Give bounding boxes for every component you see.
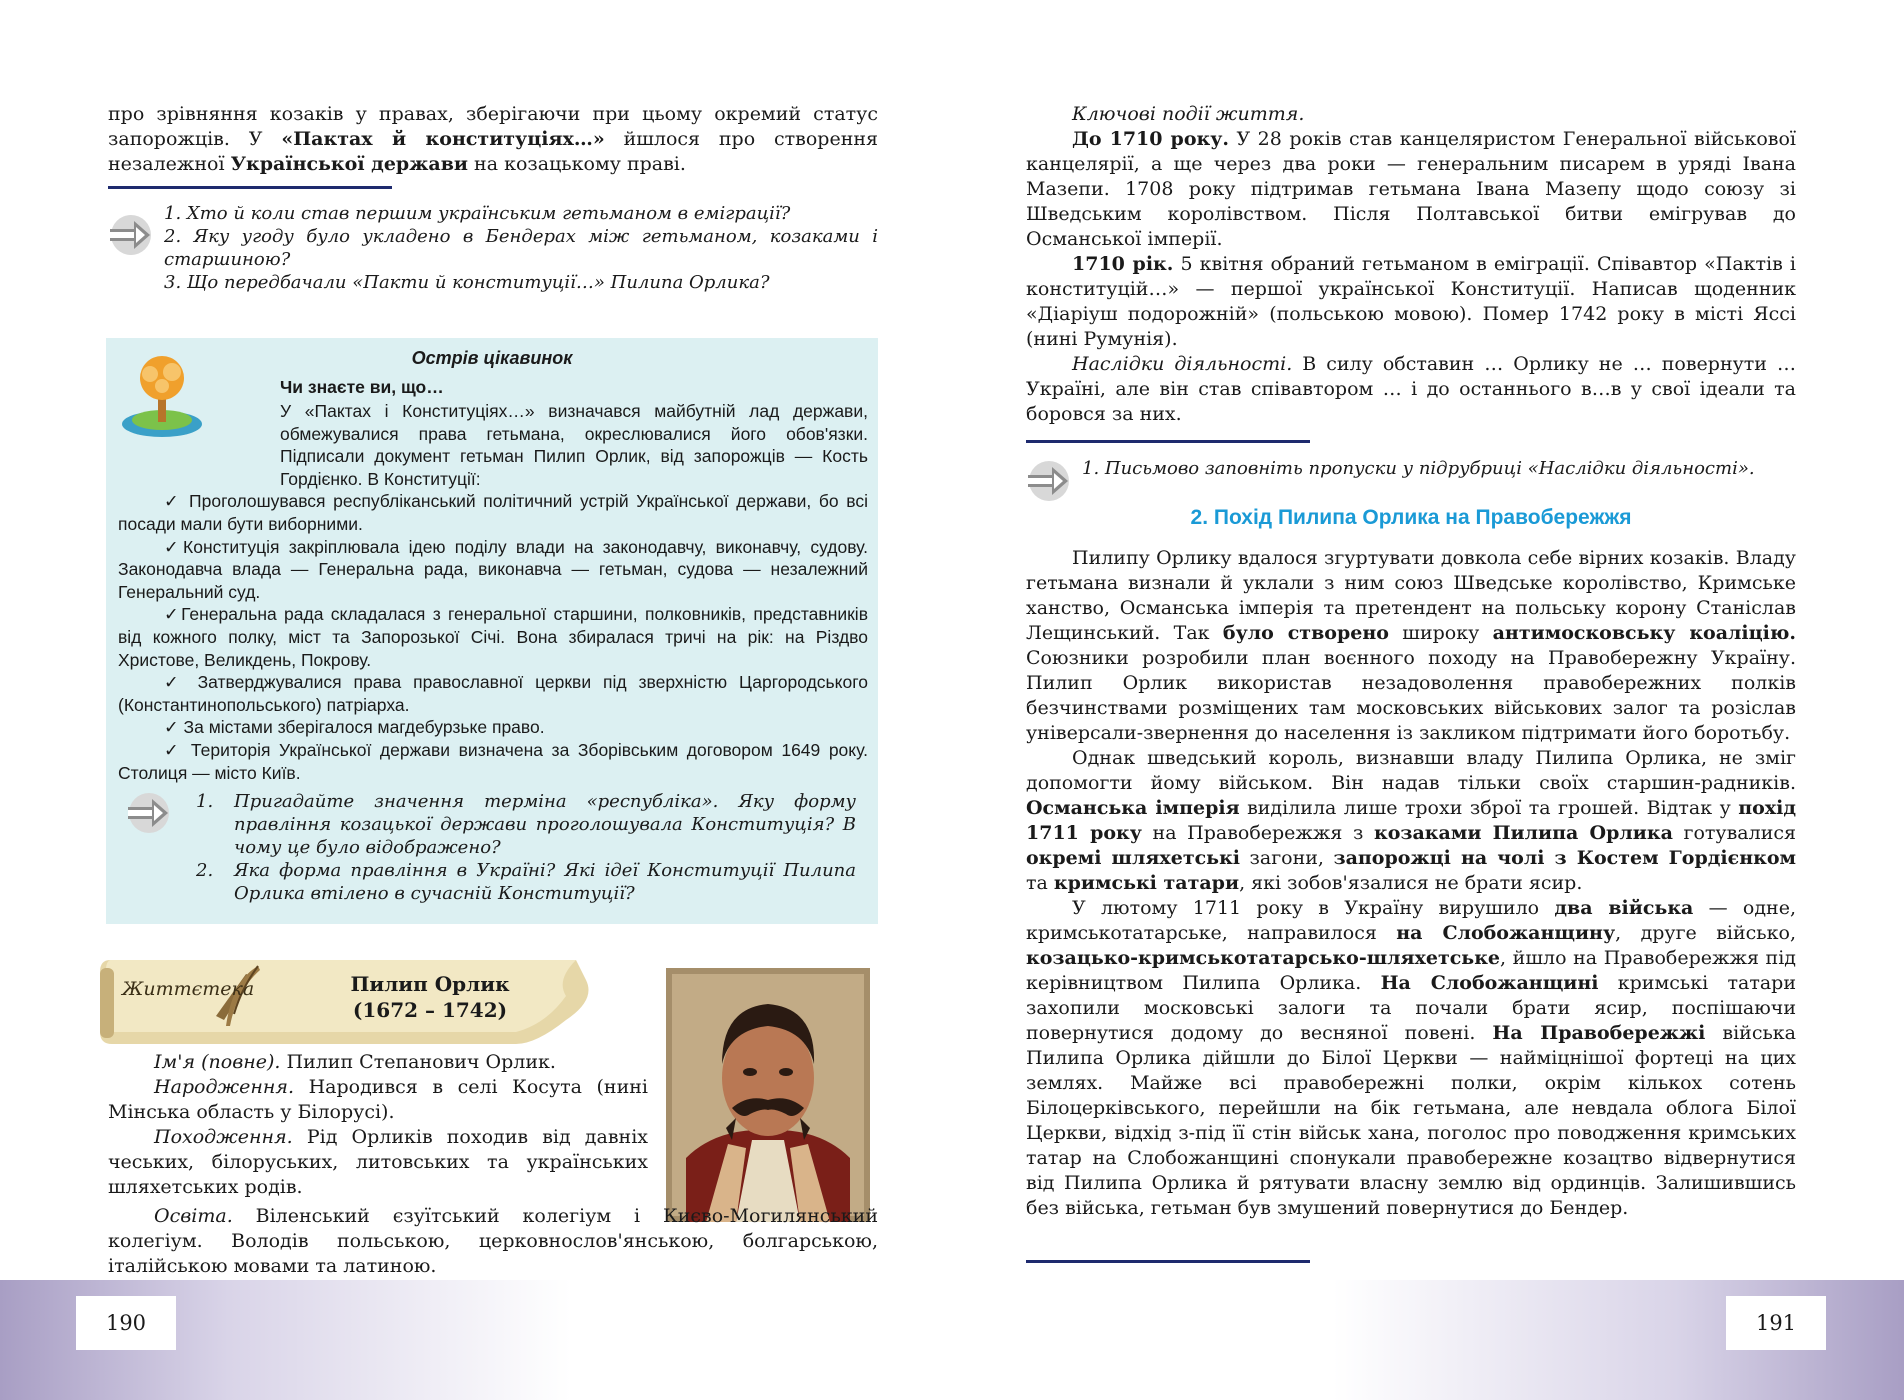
island-title: Острів цікавинок [411, 348, 573, 368]
bold-term: похід 1711 року [1026, 797, 1796, 844]
text-run: на козацькому праві. [468, 153, 686, 175]
bold-term: було створено [1222, 622, 1389, 644]
arrow-right-icon [108, 212, 154, 258]
island-subtitle: Чи знаєте ви, що… [280, 377, 444, 397]
text-run: Союзники розробили план воєнного походу на Правобережну Україну. Пилип Орлик використав незадоволення правобережних полків безчинствами розміщених там московських військових залог та розіслав універсали-звернення до населення із закликом підтримати його боротьбу. [1026, 647, 1796, 744]
island-para: ✓Генеральна рада складалася з генеральної старшини, полковників, представників від кожного полку, міст та Запорозької Січі. Вона збиралася тричі на рік: на Різдво Христове, Великдень, Покрову. [118, 604, 868, 670]
bold-term: «Пактах й конституціях…» [281, 128, 605, 150]
page-number-right: 191 [1726, 1296, 1826, 1350]
question-item: 2. Яку угоду було укладено в Бендерах між гетьманом, козаками і старшиною? [164, 226, 878, 270]
events-block [1026, 102, 1796, 427]
text-run: широку [1388, 622, 1493, 644]
text-run: запорожців. У [108, 128, 282, 150]
consequences: Наслідки діяльності. В силу обставин … Орлику не … повернути … Україні, але він став співавтором … і до останнього в…в у свої ідеали та боровся за них. [1026, 353, 1796, 425]
text-run: та [1026, 872, 1054, 894]
text-run: , друге військо, [1615, 922, 1796, 944]
text-run: виділила лише трохи зброї та грошей. Відтак у [1239, 797, 1739, 819]
page-number-left: 190 [76, 1296, 176, 1350]
island-para: У «Пактах і Конституціях…» визначався майбутній лад держави, обмежувалися права гетьмана, окреслювалися його обов'язки. Підписали документ гетьман Пилип Орлик, від запорожців — Кость Гордієнко. В Конституції: [280, 401, 868, 489]
bold-term: Української держави [230, 153, 468, 175]
bold-term: козаками Пилипа Орлика [1373, 822, 1673, 844]
text-run: , які зобов'язалися не брати ясир. [1239, 872, 1583, 894]
bold-term: окремі шляхетські [1026, 847, 1241, 869]
bold-term: кримські татари [1053, 872, 1240, 894]
text-run: — одне, кримськотатарське, направилося [1026, 897, 1796, 944]
island-para: ✓ Проголошувався республіканський політичний устрій Української держави, бо всі посади мали бути виборними. [118, 491, 868, 534]
portrait [666, 968, 870, 1222]
event-item: До 1710 року. У 28 років став канцеляристом Генеральної військової канцелярії, а ще через два роки — генеральним писарем в уряді Івана Мазепи. 1708 року підтримав гетьмана Івана Мазепу щодо союзу зі Шведським королівством. Після Полтавської битви емігрував до Османської імперії. [1026, 128, 1796, 250]
island-para: ✓Конституція закріплювала ідею поділу влади на законодавчу, виконавчу, судову. Законодавча влада — Генеральна рада, виконавча — гетьман, судова — незалежний Генеральний суд. [118, 536, 868, 602]
divider [1026, 440, 1310, 443]
text-run: йшлося про створення незалежної [108, 128, 879, 175]
arrow-right-icon [1026, 458, 1072, 504]
text-run: Однак шведський король, визнавши владу Пилипа Орлика, не зміг допомогти йому військом. Він надав тільки своїх старшин-радників. [1026, 747, 1796, 794]
task-text: 1. Письмово заповніть пропуски у підрубриці «Наслідки діяльності». [1082, 458, 1755, 479]
banner-label: Життєтека [122, 978, 255, 1000]
bold-term: на Слобожанщину [1396, 922, 1616, 944]
bio-block [108, 1050, 648, 1200]
text-run: загони, [1240, 847, 1334, 869]
event-item: 1710 рік. 5 квітня обраний гетьманом в еміграції. Співавтор «Пактів і конституцій…» — першої української Конституції. Написав щоденник «Діаріуш подорожній» (польською мовою). Помер 1742 року в місті Яссі (нині Румунія). [1026, 253, 1796, 350]
arrow-right-icon [126, 790, 172, 836]
bio-item: Ім'я (повне). Пилип Степанович Орлик. [154, 1051, 556, 1073]
person-name: Пилип Орлик [350, 972, 510, 996]
text-run: У лютому 1711 року в Україну вирушило [1072, 897, 1555, 919]
bold-term: два війська [1554, 897, 1694, 919]
divider [108, 186, 392, 189]
bio-item: Походження. Рід Орликів походив від давніх чеських, білоруських, литовських та українських шляхетських родів. [108, 1126, 648, 1198]
intro-paragraph [108, 102, 878, 177]
question-item: 1. Хто й коли став першим українським гетьманом в еміграції? [164, 203, 791, 224]
text-run: війська Пилипа Орлика дійшли до Білої Церкви — наймiцнішої фортеці на цих землях. Майже всі правобережні полки, окрім кількох сотень Білоцерківського, перейшли на бік гетьмана, але невдала облога Білої Церкви, відхід з-під її стін військ хана, поголос про поводження кримських татар на Слобожанщині спонукали правобережне козацтво відвернутися від Пилипа Орлика й рятувати власну землю від ординців. Залишившись без війська, гетьман був змушений повернутися до Бендер. [1026, 1022, 1797, 1219]
bold-term: На Правобережжі [1492, 1022, 1706, 1044]
section-paragraph [1026, 896, 1796, 1221]
bio-item: Народження. Народився в селі Косута (нині Мінська область у Білорусі). [108, 1076, 648, 1123]
text-run: Пилипу Орлику вдалося згуртувати довкола себе вірних козаків. Владу гетьмана визнали й уклали з ним союз Шведське королівство, Кримське ханство, Османська імперія та претендент на польську корону Станіслав Лещинський. Так [1026, 547, 1796, 644]
divider [1026, 1260, 1310, 1263]
text-run: на Правобережжя з [1141, 822, 1374, 844]
bold-term: запорожці на чолі з Костем Гордієнком [1333, 847, 1797, 869]
text-run: , йшло на Правобережжя під керівництвом Пилипа Орлика. [1026, 947, 1796, 994]
island-body [118, 400, 868, 784]
island-questions [196, 790, 856, 905]
island-para: ✓ Територія Української держави визначена за Зборівським договором 1649 року. Столиця — місто Київ. [118, 739, 868, 783]
bold-term: На Слобожанщині [1380, 972, 1599, 994]
bold-term: антимосковську коаліцію. [1492, 622, 1796, 644]
key-events-label: Ключові події життя. [1072, 103, 1305, 125]
text-run: кримські татари захопили московські залоги та почали брати ясир, поспішаючи повернутися додому до весняної повені. [1026, 972, 1796, 1044]
bio-education [108, 1204, 878, 1279]
person-years: (1672 – 1742) [352, 998, 508, 1022]
island-question: 1. Пригадайте значення терміна «республіка». Яку форму правління козацької держави проголошувала Конституція? В чому це було відображено? [196, 791, 856, 858]
text-run: готувалися [1672, 822, 1796, 844]
bio-item: Освіта. Віленський єзуїтський колегіум і Києво-Могилянський колегіум. Володів польською, церковнослов'янською, болгарською, італійською мовами та латиною. [108, 1205, 878, 1277]
bold-term: козацько-кримськотатарсько-шляхетське [1026, 947, 1501, 969]
section-body [1026, 546, 1796, 1221]
bold-term: Османська імперія [1026, 797, 1240, 819]
question-item: 3. Що передбачали «Пакти й конституції…» Пилипа Орлика? [164, 272, 770, 293]
island-question: 2. Яка форма правління в Україні? Які ідеї Конституції Пилипа Орлика втілено в сучасній Конституції? [196, 860, 856, 904]
page-footer-band [0, 1280, 1904, 1400]
questions-list [164, 202, 878, 294]
island-para: ✓ За містами зберігалося магдебурзьке право. [164, 717, 545, 738]
text-run: про зрівняння козаків у правах, зберігаючи при цьому окремий статус [108, 103, 878, 125]
section-title: 2. Похід Пилипа Орлика на Правобережжя [1190, 506, 1632, 529]
island-para: ✓ Затверджувалися права православної церкви під зверхністю Царгородського (Константинопольського) патріарха. [118, 672, 868, 715]
section-paragraph [1026, 746, 1796, 896]
section-paragraph [1026, 546, 1796, 746]
